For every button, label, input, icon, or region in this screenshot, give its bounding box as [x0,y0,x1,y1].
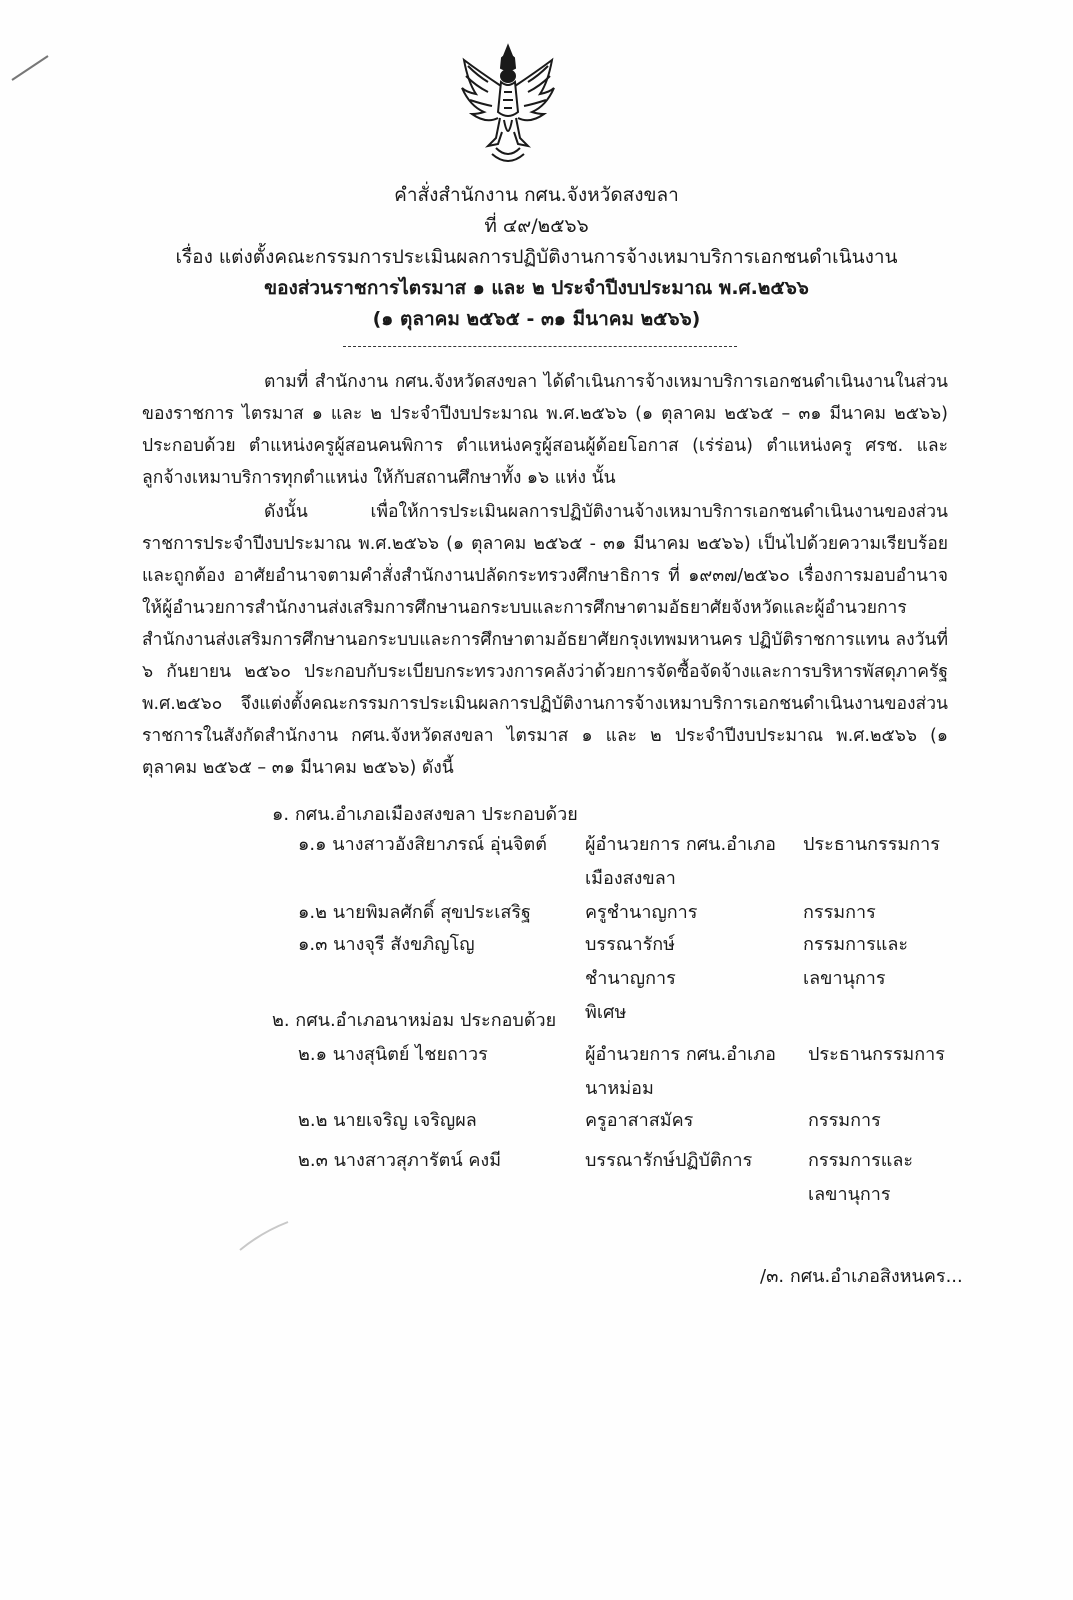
garuda-emblem-icon [458,42,558,172]
member-2-3-name: ๒.๓ นางสาวสุภารัตน์ คงมี [298,1150,502,1171]
scan-mark-icon [8,52,52,84]
continuation-note: /๓. กศน.อำเภอสิงหนคร... [760,1266,963,1287]
member-2-1-role: ประธานกรรมการ [808,1044,945,1065]
subject-line-2: ของส่วนราชการไตรมาส ๑ และ ๒ ประจำปีงบประมาณ พ.ศ.๒๕๖๖ [264,277,809,299]
member-1-2-position: ครูชำนาญการ [585,902,698,923]
group-1-title: ๑. กศน.อำเภอเมืองสงขลา ประกอบด้วย [272,804,578,825]
paragraph-1: ตามที่ สำนักงาน กศน.จังหวัดสงขลา ได้ดำเนินการจ้างเหมาบริการเอกชนดำเนินงานในส่วนของราชการ ไตรมาส ๑ และ ๒ ประจำปีงบประมาณ พ.ศ.๒๕๖๖ (๑ ตุลาคม ๒๕๖๕ – ๓๑ มีนาคม ๒๕๖๖) ประกอบด้วย ตำแหน่งครูผู้สอนคนพิการ ตำแหน่งครูผู้สอนผู้ด้อยโอกาส (เร่ร่อน) ตำแหน่งครู ศรช. และลูกจ้างเหมาบริการทุกตำแหน่ง ให้กับสถานศึกษาทั้ง ๑๖ แห่ง นั้น [142,372,948,488]
scan-mark-icon [236,1218,292,1254]
subject-line-3: (๑ ตุลาคม ๒๕๖๕ - ๓๑ มีนาคม ๒๕๖๖) [372,308,701,330]
member-2-2-role: กรรมการ [808,1110,881,1131]
member-2-1-position: ผู้อำนวยการ กศน.อำเภอนาหม่อม [585,1044,776,1099]
order-number: ที่ ๔๙/๒๕๖๖ [484,215,589,237]
subject-line-1: เรื่อง แต่งตั้งคณะกรรมการประเมินผลการปฏิบัติงานการจ้างเหมาบริการเอกชนดำเนินงาน [175,246,898,268]
issuer-line: คำสั่งสำนักงาน กศน.จังหวัดสงขลา [394,184,679,206]
header-divider [343,346,737,347]
member-2-2-position: ครูอาสาสมัคร [585,1110,694,1131]
paragraph-2: ดังนั้น เพื่อให้การประเมินผลการปฏิบัติงานจ้างเหมาบริการเอกชนดำเนินงานของส่วนราชการประจำปีงบประมาณ พ.ศ.๒๕๖๖ (๑ ตุลาคม ๒๕๖๕ - ๓๑ มีนาคม ๒๕๖๖) เป็นไปด้วยความเรียบร้อยและถูกต้อง อาศัยอำนาจตามคำสั่งสำนักงานปลัดกระทรวงศึกษาธิการ ที่ ๑๙๓๗/๒๕๖๐ เรื่องการมอบอำนาจให้ผู้อำนวยการสำนักงานส่งเสริมการศึกษานอกระบบและการศึกษาตามอัธยาศัยจังหวัดและผู้อำนวยการสำนักงานส่งเสริมการศึกษานอกระบบและการศึกษาตามอัธยาศัยกรุงเทพมหานคร ปฏิบัติราชการแทน ลงวันที่ ๖ กันยายน ๒๕๖๐ ประกอบกับระเบียบกระทรวงการคลังว่าด้วยการจัดซื้อจัดจ้างและการบริหารพัสดุภาครัฐ พ.ศ.๒๕๖๐ จึงแต่งตั้งคณะกรรมการประเมินผลการปฏิบัติงานการจ้างเหมาบริการเอกชนดำเนินงานของส่วนราชการในสังกัดสำนักงาน กศน.จังหวัดสงขลา ไตรมาส ๑ และ ๒ ประจำปีงบประมาณ พ.ศ.๒๕๖๖ (๑ ตุลาคม ๒๕๖๕ – ๓๑ มีนาคม ๒๕๖๖) ดังนี้ [142,502,948,778]
member-1-1-name: ๑.๑ นางสาวอังสิยาภรณ์ อุ่นจิตต์ [298,834,547,855]
member-2-2-name: ๒.๒ นายเจริญ เจริญผล [298,1110,477,1131]
member-1-1-role: ประธานกรรมการ [803,834,940,855]
member-1-2-name: ๑.๒ นายพิมลศักดิ์ สุขประเสริฐ [298,902,531,923]
group-2-title: ๒. กศน.อำเภอนาหม่อม ประกอบด้วย [272,1010,557,1031]
member-2-3-role: กรรมการและเลขานุการ [808,1150,914,1205]
member-1-2-role: กรรมการ [803,902,876,923]
member-1-3-position: บรรณารักษ์ชำนาญการพิเศษ [585,934,676,1023]
member-2-3-position: บรรณารักษ์ปฏิบัติการ [585,1150,753,1171]
member-2-1-name: ๒.๑ นางสุนิตย์ ไชยถาวร [298,1044,488,1065]
member-1-3-name: ๑.๓ นางจุรี สังขภิญโญ [298,934,475,955]
member-1-1-position: ผู้อำนวยการ กศน.อำเภอเมืองสงขลา [585,834,776,889]
member-1-3-role: กรรมการและเลขานุการ [803,934,909,989]
